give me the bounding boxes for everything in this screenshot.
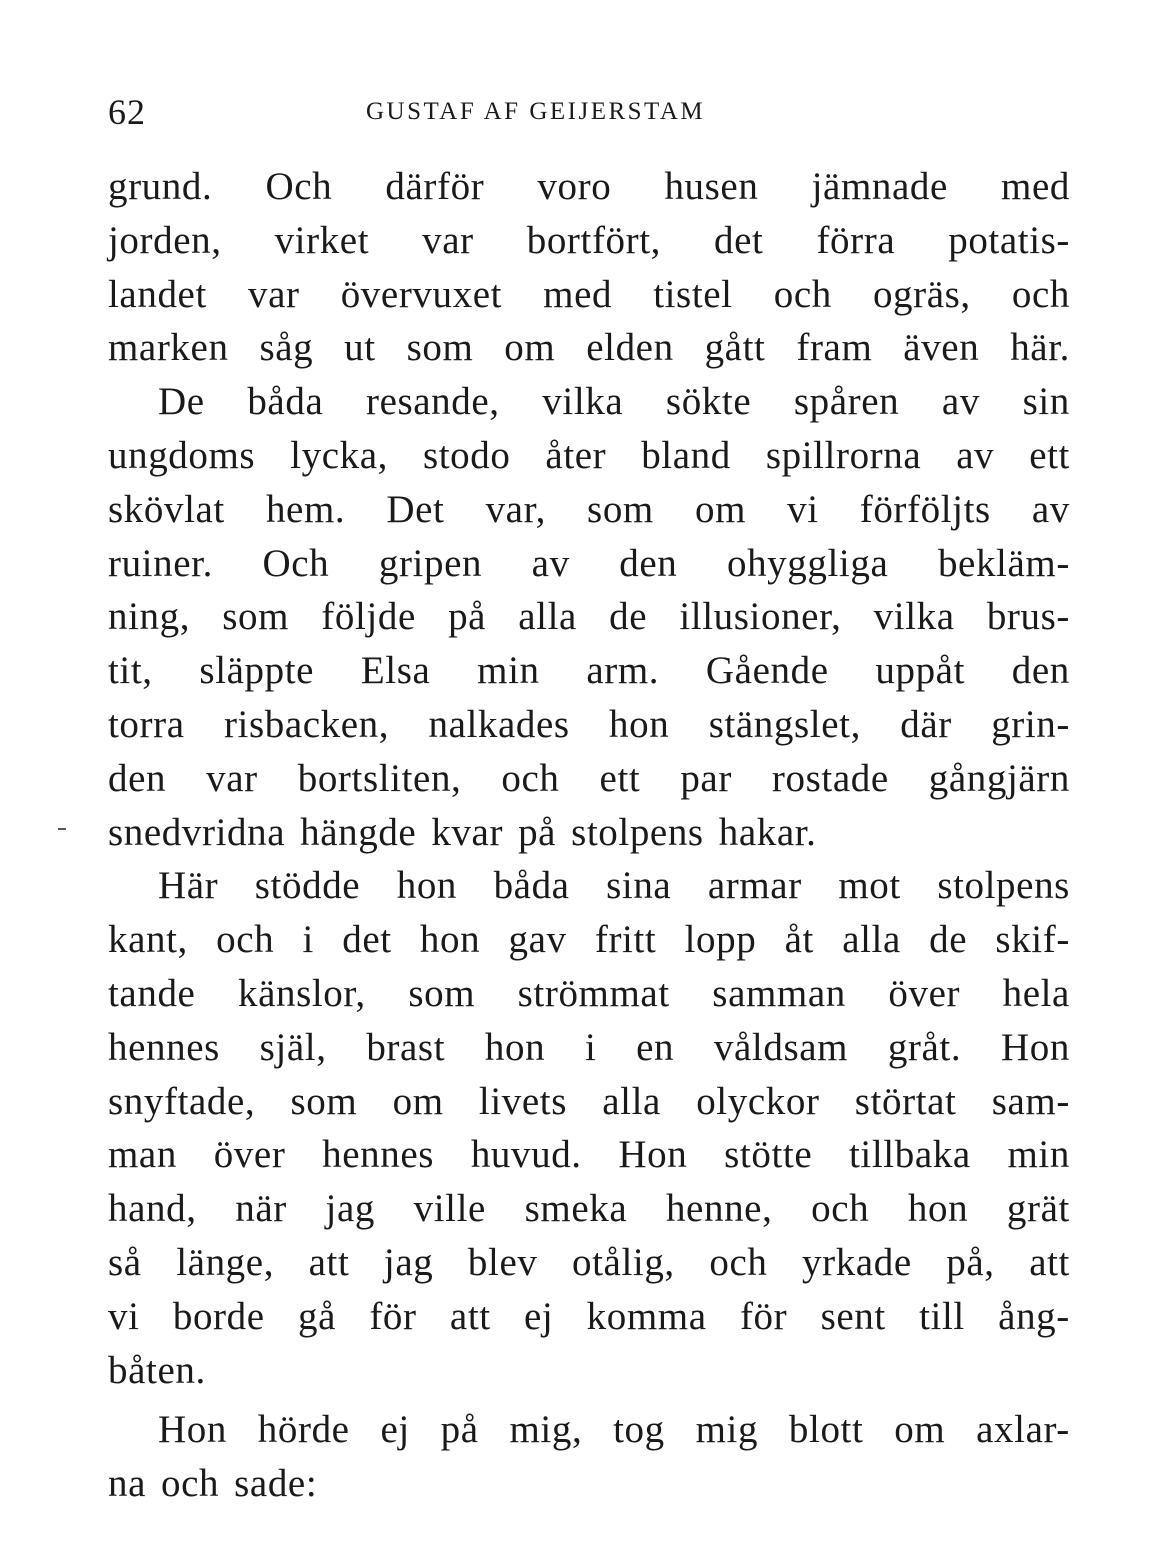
word: voro: [537, 165, 612, 208]
text-line: [108, 1457, 1070, 1511]
word: var: [422, 218, 474, 262]
word: tog: [613, 1408, 665, 1452]
word: som: [408, 971, 476, 1015]
word: och: [1011, 272, 1070, 316]
text-line: [108, 1344, 1070, 1398]
word: med: [543, 272, 613, 316]
word: ville: [413, 1187, 486, 1231]
word: var,: [485, 487, 546, 531]
word: alla: [602, 1079, 661, 1123]
text-line: [108, 429, 1070, 483]
word: Gående: [705, 649, 829, 693]
word: Hon: [1000, 1025, 1070, 1069]
word: hon: [609, 702, 670, 746]
body-text: [108, 160, 1070, 1511]
word: jag: [383, 1240, 434, 1284]
text-line: [108, 375, 1070, 429]
text-line: [108, 160, 1070, 214]
word: gått: [704, 326, 766, 370]
word: den: [108, 756, 167, 800]
word: stötte: [724, 1133, 813, 1177]
word: livets: [478, 1079, 567, 1123]
word: borde: [172, 1294, 265, 1338]
text-line: [108, 321, 1070, 375]
word: henne,: [665, 1187, 773, 1231]
word: stodo: [422, 433, 511, 477]
word: stolpens: [937, 864, 1070, 908]
text-line: [108, 806, 1070, 860]
word: den: [1011, 649, 1070, 693]
word: spåren: [793, 380, 900, 424]
word: potatis-: [948, 218, 1070, 262]
page-number: 62: [108, 92, 146, 132]
word: De: [158, 380, 205, 424]
word: för: [739, 1294, 788, 1338]
word: ohyggliga: [726, 541, 889, 585]
word: de: [609, 595, 648, 639]
word: samman: [712, 971, 846, 1015]
word: Det: [386, 487, 445, 531]
word: bland: [641, 433, 731, 477]
word: gripen: [378, 541, 483, 585]
running-head: GUSTAF AF GEIJERSTAM: [366, 98, 706, 125]
word: att: [449, 1294, 491, 1338]
text-line: [108, 913, 1070, 967]
word: om: [894, 1408, 946, 1452]
word: båda: [247, 380, 324, 424]
word: uppåt: [875, 649, 966, 693]
word: på: [518, 810, 557, 854]
word: för: [369, 1294, 417, 1338]
word: jämnade: [811, 165, 948, 208]
word: par: [680, 756, 732, 800]
word: Här: [158, 864, 219, 908]
word: sökte: [665, 380, 752, 424]
word: släppte: [199, 649, 315, 693]
word: grät: [1006, 1187, 1070, 1231]
word: tit,: [108, 649, 153, 693]
word: förföljts: [859, 487, 991, 531]
word: ett: [599, 756, 641, 800]
word: mig,: [509, 1408, 583, 1452]
word: tillbaka: [848, 1133, 971, 1177]
word: på: [440, 1408, 479, 1452]
word: brus-: [986, 595, 1070, 639]
word: var: [248, 272, 300, 316]
text-line: [108, 214, 1070, 268]
word: ej: [380, 1408, 410, 1452]
word: som: [290, 1079, 358, 1123]
text-line: [108, 537, 1070, 591]
word: lycka,: [290, 433, 388, 477]
word: snyftade,: [108, 1079, 256, 1123]
word: sina: [606, 864, 672, 908]
word: alla: [842, 918, 901, 962]
word: mot: [838, 864, 901, 908]
word: själ,: [259, 1025, 327, 1069]
text-line: [108, 1182, 1070, 1236]
word: Och: [262, 541, 330, 585]
word: över: [213, 1133, 286, 1177]
word: av: [531, 541, 570, 585]
word: blott: [788, 1408, 864, 1452]
word: övervuxet: [340, 272, 503, 316]
word: otålig,: [572, 1240, 675, 1284]
word: komma: [586, 1294, 707, 1338]
word: Elsa: [360, 649, 431, 693]
word: i: [302, 918, 314, 962]
word: till: [919, 1294, 965, 1338]
text-line: [108, 859, 1070, 913]
text-line: [108, 1290, 1070, 1344]
word: jorden,: [108, 218, 222, 262]
margin-mark: [58, 828, 66, 830]
word: landet: [108, 272, 207, 316]
word: ning,: [108, 595, 191, 639]
word: hon: [907, 1187, 969, 1231]
word: bortfört,: [526, 218, 662, 262]
word: torra: [108, 702, 185, 746]
word: hennes: [322, 1133, 435, 1177]
word: här.: [1010, 326, 1070, 370]
word: arm.: [586, 649, 660, 693]
word: risbacken,: [223, 702, 390, 746]
word: fram: [796, 326, 873, 370]
word: gråt.: [887, 1025, 962, 1069]
word: känslor,: [237, 971, 366, 1015]
word: smeka: [524, 1187, 628, 1231]
word: båda: [493, 864, 570, 908]
word: förra: [816, 218, 896, 262]
word: spillrorna: [765, 433, 922, 477]
word: virket: [274, 218, 370, 262]
word: ungdoms: [108, 433, 256, 477]
word: av: [941, 380, 980, 424]
word: den: [619, 541, 678, 585]
word: så: [108, 1240, 142, 1284]
word: axlar-: [976, 1408, 1070, 1452]
word: hem.: [265, 487, 346, 531]
text-line: [108, 590, 1070, 644]
text-line: [108, 698, 1070, 752]
word: yrkade: [802, 1240, 912, 1284]
word: kvar: [431, 810, 504, 854]
word: skövlat: [108, 487, 225, 531]
text-line: [108, 1021, 1070, 1075]
word: var: [206, 756, 258, 800]
word: vilka: [542, 380, 624, 424]
word: ut: [344, 326, 376, 370]
word: kant,: [108, 918, 188, 962]
word: stolpens: [571, 810, 704, 854]
word: tistel: [653, 272, 733, 316]
word: gångjärn: [928, 756, 1070, 800]
page-header: [108, 90, 1070, 134]
word: och: [773, 272, 832, 316]
word: huvud.: [470, 1133, 582, 1177]
word: nalkades: [428, 702, 570, 746]
text-line: [108, 1075, 1070, 1129]
word: det: [342, 918, 392, 962]
word: och: [811, 1187, 870, 1231]
word: med: [1001, 165, 1070, 208]
word: grund.: [108, 165, 213, 208]
word: strömmat: [517, 971, 670, 1015]
word: man: [108, 1133, 177, 1177]
word: om: [392, 1079, 444, 1123]
word: sent: [820, 1294, 886, 1338]
word: vi: [787, 487, 819, 531]
word: sin: [1022, 380, 1070, 424]
word: som: [406, 326, 474, 370]
word: marken: [108, 326, 229, 370]
word: sam-: [991, 1079, 1070, 1123]
word: på,: [946, 1240, 995, 1284]
word: fritt: [594, 918, 657, 962]
word: na: [108, 1462, 147, 1506]
word: snedvridna: [108, 810, 286, 854]
word: båten.: [108, 1348, 206, 1392]
word: armar: [707, 864, 802, 908]
word: Hon: [158, 1408, 227, 1452]
word: om: [694, 487, 747, 531]
word: följde: [321, 595, 416, 639]
word: vi: [108, 1294, 140, 1338]
word: att: [1029, 1240, 1070, 1284]
word: att: [308, 1240, 350, 1284]
word: ång-: [998, 1294, 1070, 1338]
word: vilka: [873, 595, 955, 639]
word: åter: [545, 433, 607, 477]
word: bekläm-: [937, 541, 1070, 585]
word: på: [448, 595, 487, 639]
text-line: [108, 1236, 1070, 1290]
word: ruiner.: [108, 541, 213, 585]
word: och: [216, 918, 275, 962]
text-line: [108, 483, 1070, 537]
word: hörde: [257, 1408, 350, 1452]
word: där: [900, 702, 952, 746]
word: Och: [265, 165, 333, 208]
word: min: [477, 649, 540, 693]
word: störtat: [854, 1079, 957, 1123]
word: stödde: [254, 864, 361, 908]
text-line: [108, 967, 1070, 1021]
word: ej: [524, 1294, 554, 1338]
word: såg: [259, 326, 314, 370]
word: hängde: [300, 810, 417, 854]
word: av: [956, 433, 995, 477]
word: våldsam: [713, 1025, 849, 1069]
word: en: [636, 1025, 675, 1069]
word: de: [929, 918, 968, 962]
word: och: [501, 756, 560, 800]
word: det: [714, 218, 764, 262]
word: husen: [664, 165, 759, 208]
text-line: [108, 644, 1070, 698]
word: tande: [108, 971, 196, 1015]
word: om: [504, 326, 556, 370]
word: av: [1031, 487, 1070, 531]
word: brast: [366, 1025, 446, 1069]
word: lopp: [684, 918, 757, 962]
word: ogräs,: [872, 272, 971, 316]
word: gå: [297, 1294, 336, 1338]
word: min: [1007, 1133, 1070, 1177]
word: rostade: [771, 756, 889, 800]
word: därför: [385, 165, 485, 208]
word: hon: [484, 1025, 546, 1069]
word: hakar.: [718, 810, 817, 854]
word: resande,: [366, 380, 500, 424]
word: hon: [419, 918, 481, 962]
word: grin-: [991, 702, 1070, 746]
text-line: [108, 268, 1070, 322]
word: olyckor: [696, 1079, 820, 1123]
word: gav: [508, 918, 567, 962]
word: hand,: [108, 1187, 197, 1231]
word: över: [888, 971, 961, 1015]
word: och: [161, 1462, 220, 1506]
word: även: [903, 326, 980, 370]
word: illusioner,: [679, 595, 842, 639]
word: skif-: [995, 918, 1070, 962]
text-line: [108, 1403, 1070, 1457]
word: som: [587, 487, 654, 531]
word: i: [584, 1025, 597, 1069]
word: när: [235, 1187, 287, 1231]
text-line: [108, 752, 1070, 806]
word: hon: [396, 864, 458, 908]
word: mig: [695, 1408, 759, 1452]
word: blev: [467, 1240, 538, 1284]
word: länge,: [176, 1240, 275, 1284]
word: Hon: [618, 1133, 688, 1177]
word: som: [222, 595, 290, 639]
word: elden: [586, 326, 674, 370]
word: och: [709, 1240, 768, 1284]
text-line: [108, 1128, 1070, 1182]
word: stängslet,: [708, 702, 861, 746]
word: åt: [784, 918, 814, 962]
word: hela: [1002, 971, 1070, 1015]
word: sade:: [234, 1462, 318, 1506]
word: jag: [325, 1187, 375, 1231]
word: bortsliten,: [297, 756, 462, 800]
word: alla: [518, 595, 577, 639]
word: ett: [1029, 433, 1070, 477]
word: hennes: [108, 1025, 220, 1069]
